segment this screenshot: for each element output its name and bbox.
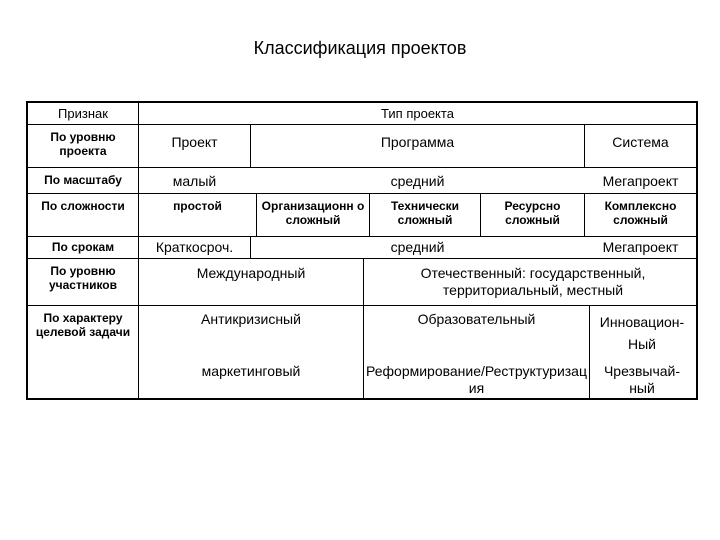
cell-terms-megaproject: Мегапроект	[602, 239, 679, 255]
row-label-terms: По срокам	[51, 240, 115, 254]
cell-complexity-complex: Комплексно сложный	[604, 199, 677, 228]
cell-scale-small: малый	[172, 173, 217, 189]
classification-table	[26, 101, 698, 400]
cell-scale-medium: средний	[390, 173, 445, 189]
cell-goal-anticrisis: Антикризисный	[201, 311, 301, 327]
row-label-goal: По характеру целевой задачи	[35, 311, 131, 340]
cell-terms-medium: средний	[390, 239, 445, 255]
header-project-type: Тип проекта	[381, 106, 454, 121]
header-attribute: Признак	[58, 106, 108, 121]
cell-complexity-organizational: Организационн о сложный	[261, 199, 365, 228]
cell-scale-megaproject: Мегапроект	[602, 173, 679, 189]
cell-participants-domestic: Отечественный: государственный, территориальный, местный	[420, 265, 646, 298]
row-label-level: По уровню проекта	[50, 130, 116, 159]
page-title: Классификация проектов	[253, 38, 467, 58]
cell-level-system: Система	[612, 134, 669, 150]
cell-goal-innovative: Инновацион-Ный	[599, 314, 685, 353]
row-label-complexity: По сложности	[41, 199, 125, 213]
row-label-participants: По уровню участников	[48, 264, 118, 293]
cell-complexity-technical: Технически сложный	[390, 199, 460, 228]
cell-goal-emergency: Чрезвычай-ный	[603, 363, 681, 396]
cell-complexity-resource: Ресурсно сложный	[504, 199, 561, 228]
cell-goal-reform: Реформирование/Реструктуризация	[366, 363, 587, 396]
cell-participants-international: Международный	[196, 265, 306, 281]
cell-level-project: Проект	[171, 134, 218, 150]
cell-goal-marketing: маркетинговый	[201, 363, 301, 379]
cell-goal-educational: Образовательный	[417, 311, 536, 327]
cell-level-program: Программа	[380, 134, 455, 150]
cell-complexity-simple: простой	[173, 199, 222, 213]
cell-terms-short: Краткосроч.	[155, 239, 234, 255]
row-label-scale: По масштабу	[44, 173, 122, 187]
